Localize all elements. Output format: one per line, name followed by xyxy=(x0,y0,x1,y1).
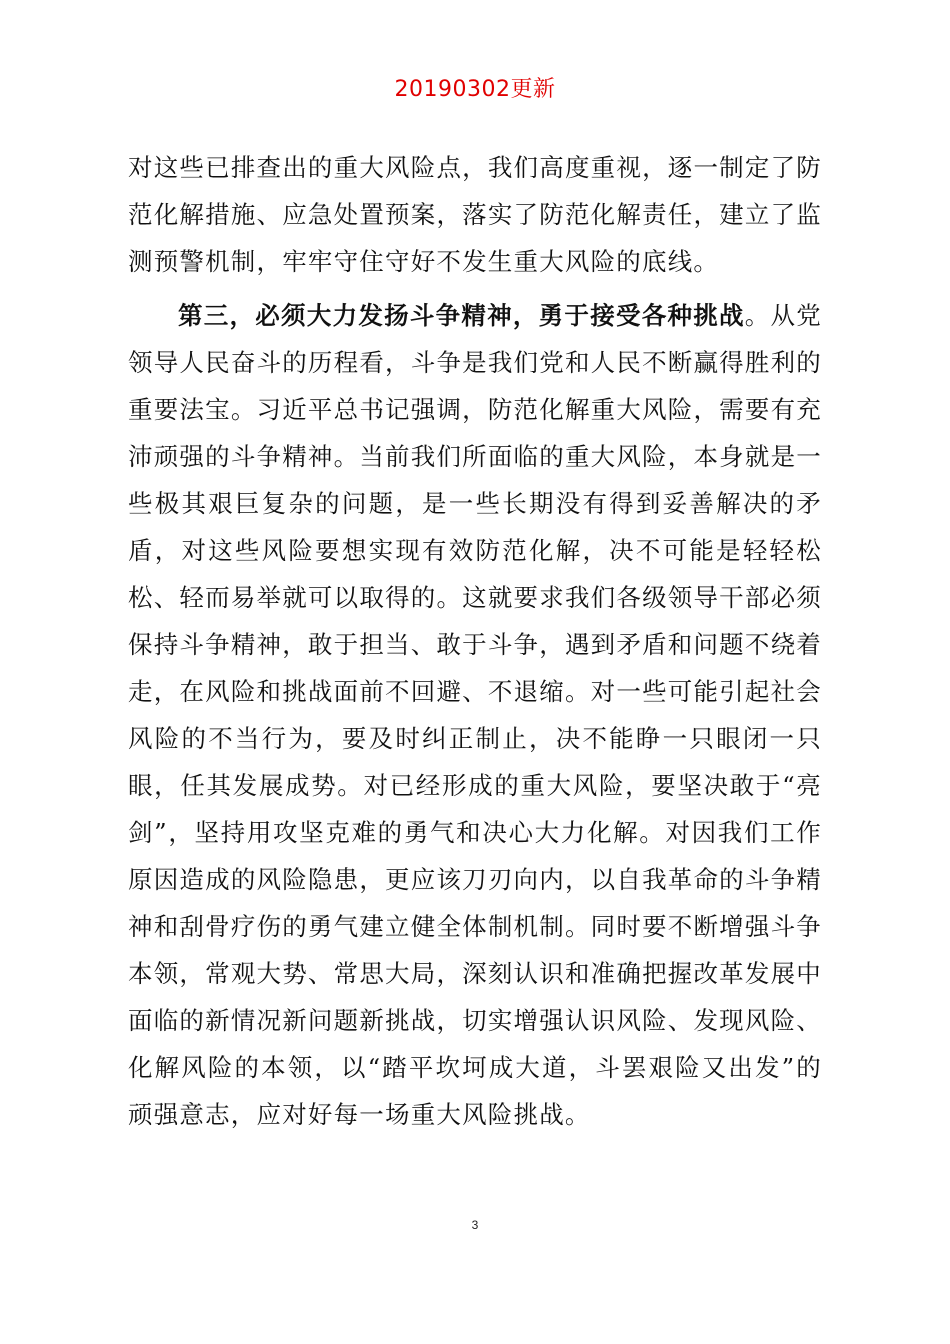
paragraph-2-lead: 第三，必须大力发扬斗争精神，勇于接受各种挑战 xyxy=(178,301,745,330)
paragraph-2-body: 。从党领导人民奋斗的历程看，斗争是我们党和人民不断赢得胜利的重要法宝。习近平总书记强调，防范化解重大风险，需要有充沛顽强的斗争精神。当前我们所面临的重大风险，本身就是一些极其艰巨复杂的问题，是一些长期没有得到妥善解决的矛盾，对这些风险要想实现有效防范化解，决不可能是轻轻松松、轻而易举就可以取得的。这就要求我们各级领导干部必须保持斗争精神，敢于担当、敢于斗争，遇到矛盾和问题不绕着走，在风险和挑战面前不回避、不退缩。对一些可能引起社会风险的不当行为，要及时纠正制止，决不能睁一只眼闭一只眼，任其发展成势。对已经形成的重大风险，要坚决敢于“亮剑”，坚持用攻坚克难的勇气和决心大力化解。对因我们工作原因造成的风险隐患，更应该刀刃向内，以自我革命的斗争精神和刮骨疗伤的勇气建立健全体制机制。同时要不断增强斗争本领，常观大势、常思大局，深刻认识和准确把握改革发展中面临的新情况新问题新挑战，切实增强认识风险、发现风险、化解风险的本领，以“踏平坎坷成大道，斗罢艰险又出发”的顽强意志，应对好每一场重大风险挑战。 xyxy=(128,301,822,1129)
paragraph-2 xyxy=(128,292,822,1138)
page-number: 3 xyxy=(471,1218,479,1232)
paragraph-1: 对这些已排查出的重大风险点，我们高度重视，逐一制定了防范化解措施、应急处置预案，落实了防范化解责任，建立了监测预警机制，牢牢守住守好不发生重大风险的底线。 xyxy=(128,153,822,276)
document-header-title: 20190302更新 xyxy=(394,77,556,102)
